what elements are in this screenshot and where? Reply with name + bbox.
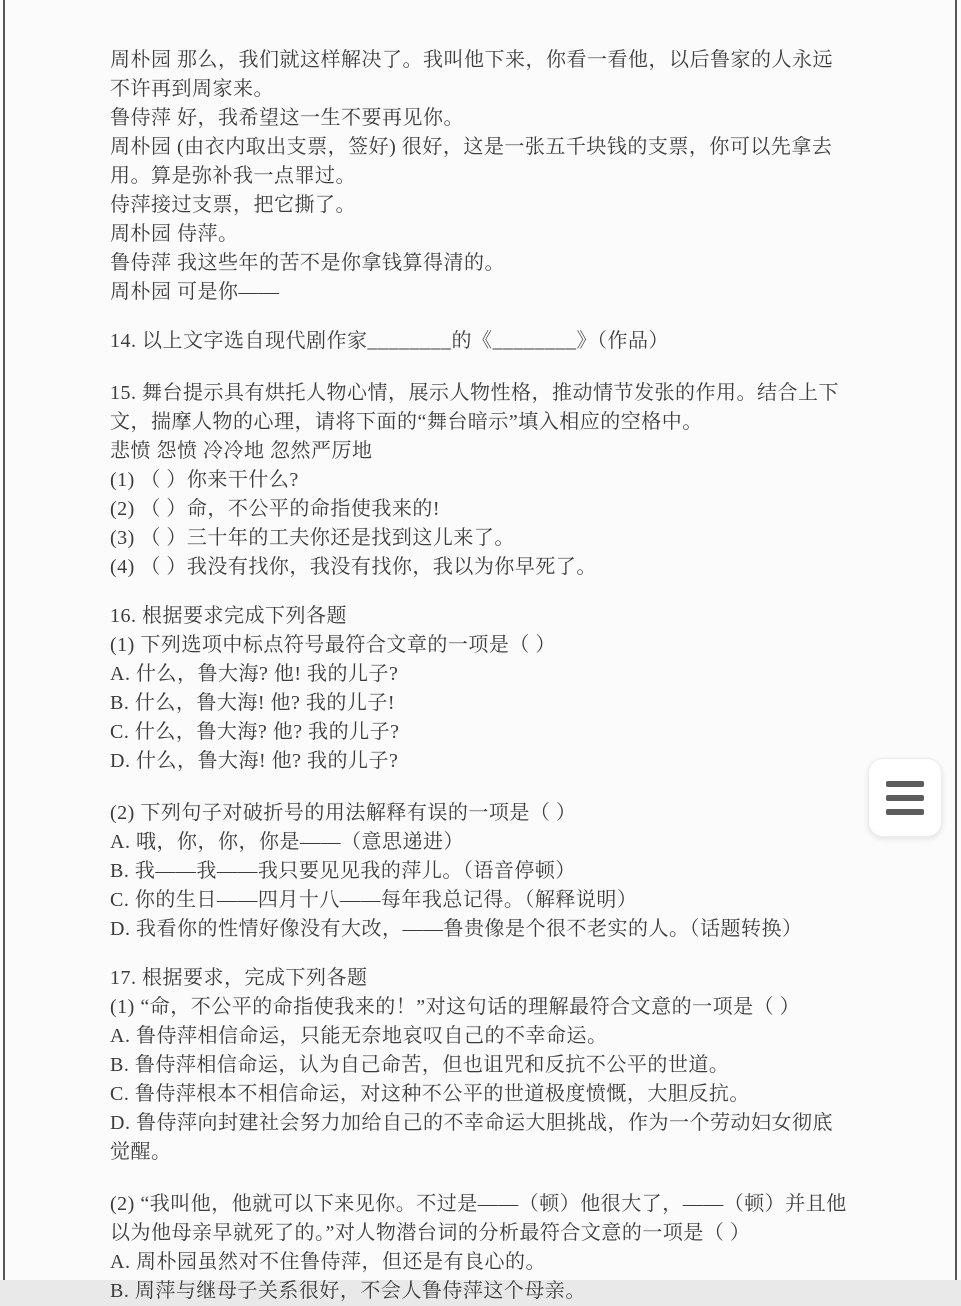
question-16-1-prompt: (1) 下列选项中标点符号最符合文章的一项是（ ） [110,634,556,656]
dialogue-line: 周朴园 那么，我们就这样解决了。我叫他下来，你看一看他，以后鲁家的人永远不许再到周家来。 [110,49,833,100]
question-16 [110,602,852,944]
floating-menu-button[interactable] [868,758,942,837]
question-16-1-option: C. 什么，鲁大海? 他? 我的儿子? [110,721,400,743]
dialogue-line: 鲁侍萍 好，我希望这一生不要再见你。 [110,107,464,129]
question-16-1-option: A. 什么，鲁大海? 他! 我的儿子? [110,663,399,685]
question-15-prompt: 15. 舞台提示具有烘托人物心情，展示人物性格，推动情节发张的作用。结合上下文，揣摩人物的心理，请将下面的“舞台暗示”填入相应的空格中。 [110,382,839,433]
question-16-2 [110,799,852,944]
dialogue-line: 周朴园 可是你—— [110,281,280,303]
hamburger-bar [886,795,924,801]
dialogue-excerpt [110,46,852,307]
page-edge-left [3,0,5,1280]
question-15-item: (1) （ ）你来干什么? [110,469,299,491]
question-17 [110,964,852,1306]
question-15-item: (2) （ ）命，不公平的命指使我来的! [110,498,440,520]
question-16-2-prompt: (2) 下列句子对破折号的用法解释有误的一项是（ ） [110,802,577,824]
question-17-2-prompt: (2) “我叫他，他就可以下来见你。不过是——（顿）他很大了，——（顿）并且他以为他母亲早就死了的。”对人物潜台词的分析最符合文意的一项是（ ） [110,1193,847,1244]
question-14 [110,327,852,356]
exam-content [110,46,852,1306]
dialogue-line: 周朴园 (由衣内取出支票，签好) 很好，这是一张五千块钱的支票，你可以先拿去用。算是弥补我一点罪过。 [110,136,833,187]
question-15-item: (4) （ ）我没有找你，我没有找你，我以为你早死了。 [110,556,597,578]
dialogue-line: 侍萍接过支票，把它撕了。 [110,194,356,216]
question-16-1-option: D. 什么，鲁大海! 他? 我的儿子? [110,750,399,772]
page-edge-right [955,0,957,1280]
question-15 [110,379,852,582]
question-16-2-option: A. 哦，你，你，你是——（意思递进） [110,831,464,853]
question-15-item: (3) （ ）三十年的工夫你还是找到这儿来了。 [110,527,515,549]
question-16-2-option: D. 我看你的性情好像没有大改，——鲁贵像是个很不老实的人。（话题转换） [110,918,803,940]
question-15-word-bank: 悲愤 怨愤 冷冷地 忽然严厉地 [110,440,373,462]
question-17-2-option: A. 周朴园虽然对不住鲁侍萍，但还是有良心的。 [110,1251,546,1273]
question-17-title: 17. 根据要求，完成下列各题 [110,967,368,989]
question-17-1-option: A. 鲁侍萍相信命运，只能无奈地哀叹自己的不幸命运。 [110,1025,608,1047]
hamburger-bar [886,809,924,815]
question-17-1-option: D. 鲁侍萍向封建社会努力加给自己的不幸命运大胆挑战，作为一个劳动妇女彻底觉醒。 [110,1112,833,1163]
question-16-1-option: B. 什么，鲁大海! 他? 我的儿子! [110,692,396,714]
question-17-2 [110,1190,852,1306]
dialogue-line: 周朴园 侍萍。 [110,223,239,245]
question-17-2-option: B. 周萍与继母子关系很好，不会人鲁侍萍这个母亲。 [110,1280,586,1302]
hamburger-bar [886,781,924,787]
question-16-2-option: B. 我——我——我只要见见我的萍儿。（语音停顿） [110,860,576,882]
question-17-1-prompt: (1) “命，不公平的命指使我来的！”对这句话的理解最符合文意的一项是（ ） [110,996,801,1018]
question-14-text: 14. 以上文字选自现代剧作家________的《________》（作品） [110,330,669,352]
question-16-2-option: C. 你的生日——四月十八——每年我总记得。（解释说明） [110,889,638,911]
question-16-title: 16. 根据要求完成下列各题 [110,605,347,627]
question-17-1-option: C. 鲁侍萍根本不相信命运，对这种不公平的世道极度愤慨，大胆反抗。 [110,1083,750,1105]
question-17-1-option: B. 鲁侍萍相信命运，认为自己命苦，但也诅咒和反抗不公平的世道。 [110,1054,730,1076]
dialogue-line: 鲁侍萍 我这些年的苦不是你拿钱算得清的。 [110,252,505,274]
